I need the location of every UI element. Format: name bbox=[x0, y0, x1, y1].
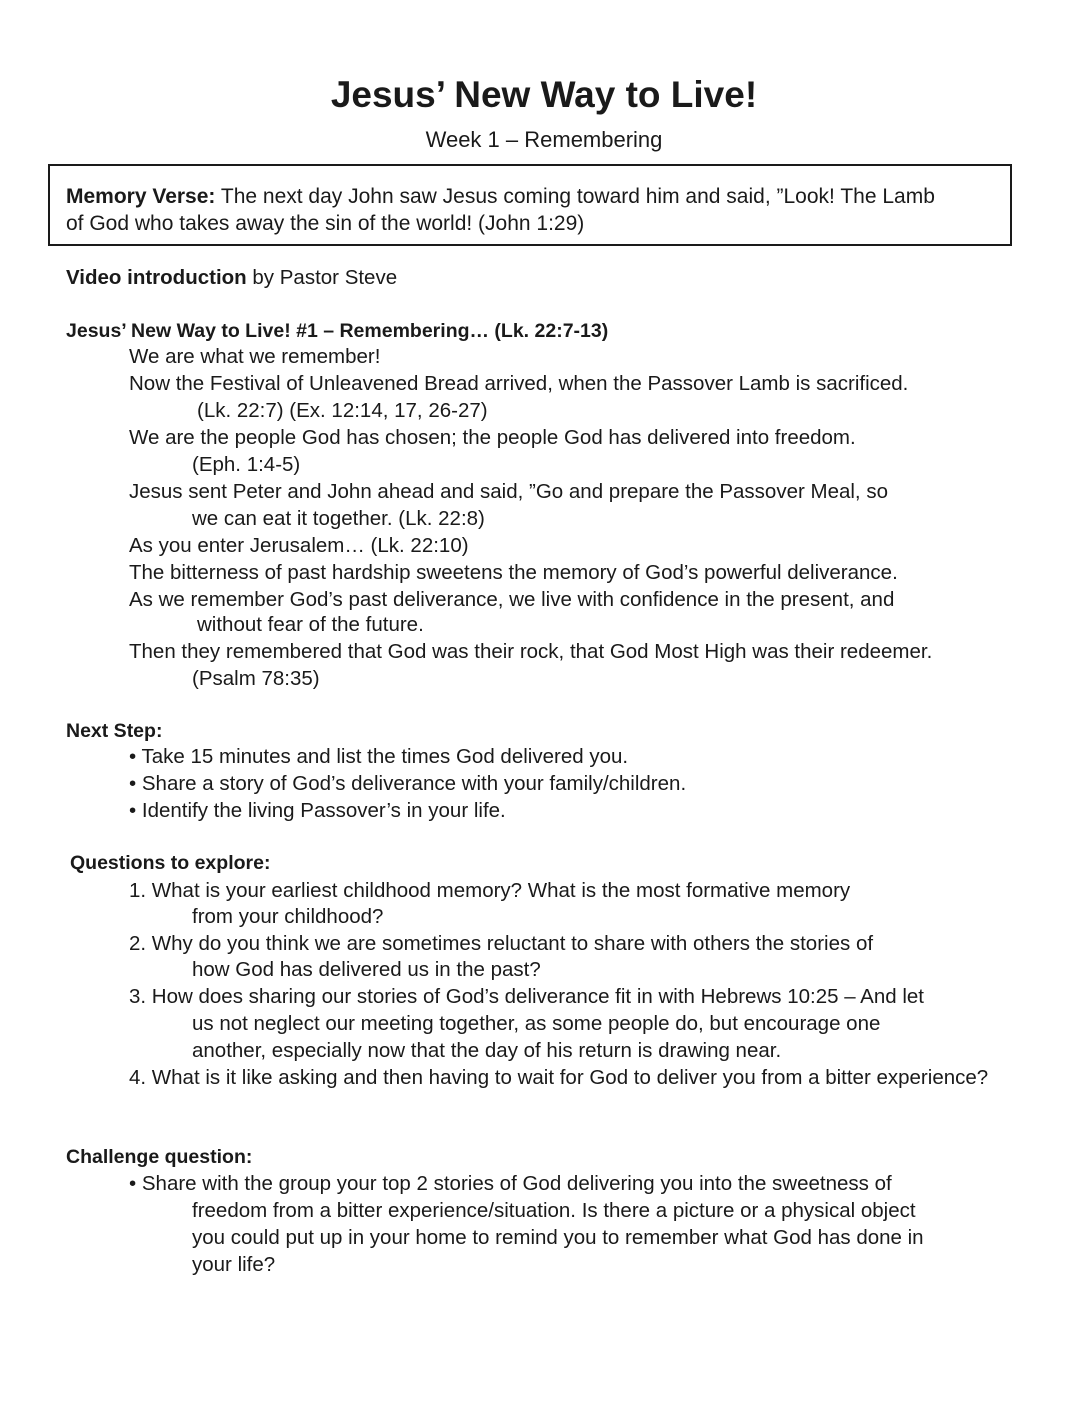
question-line: 4. What is it like asking and then having to wait for God to deliver you from a bitter experience? bbox=[129, 1066, 989, 1089]
next-step-item: • Identify the living Passover’s in your life. bbox=[129, 799, 506, 822]
sermon-line: As we remember God’s past deliverance, we live with confidence in the present, and bbox=[129, 588, 895, 611]
memory-verse-text-2: of God who takes away the sin of the world! (John 1:29) bbox=[66, 212, 585, 235]
sermon-line: (Lk. 22:7) (Ex. 12:14, 17, 26-27) bbox=[197, 399, 488, 422]
memory-verse-text-1: The next day John saw Jesus coming toward him and said, ”Look! The Lamb bbox=[215, 185, 935, 208]
challenge-heading: Challenge question: bbox=[66, 1146, 253, 1168]
sermon-line: Now the Festival of Unleavened Bread arrived, when the Passover Lamb is sacrificed. bbox=[129, 372, 909, 395]
page-subtitle: Week 1 – Remembering bbox=[425, 127, 663, 152]
sermon-line: The bitterness of past hardship sweetens the memory of God’s powerful deliverance. bbox=[129, 561, 898, 584]
sermon-line: Jesus sent Peter and John ahead and said, ”Go and prepare the Passover Meal, so bbox=[129, 480, 888, 503]
challenge-line: freedom from a bitter experience/situation. Is there a picture or a physical object bbox=[192, 1199, 916, 1222]
next-step-item: • Share a story of God’s deliverance with your family/children. bbox=[129, 772, 687, 795]
challenge-line: you could put up in your home to remind you to remember what God has done in bbox=[192, 1226, 924, 1249]
question-line: how God has delivered us in the past? bbox=[192, 958, 541, 981]
sermon-line: without fear of the future. bbox=[197, 613, 424, 636]
question-line: 3. How does sharing our stories of God’s deliverance fit in with Hebrews 10:25 – And let bbox=[129, 985, 924, 1008]
question-line: 2. Why do you think we are sometimes reluctant to share with others the stories of bbox=[129, 932, 874, 955]
sermon-line: (Psalm 78:35) bbox=[192, 667, 320, 690]
sermon-line: As you enter Jerusalem… (Lk. 22:10) bbox=[129, 534, 469, 557]
sermon-line: (Eph. 1:4-5) bbox=[192, 453, 301, 476]
question-line: us not neglect our meeting together, as some people do, but encourage one bbox=[192, 1012, 881, 1035]
memory-verse-label: Memory Verse: bbox=[66, 185, 216, 208]
memory-verse-line-1 bbox=[66, 183, 994, 210]
sermon-line: we can eat it together. (Lk. 22:8) bbox=[192, 507, 485, 530]
sermon-heading: Jesus’ New Way to Live! #1 – Remembering… (Lk. 22:7-13) bbox=[66, 320, 609, 342]
question-line: another, especially now that the day of his return is drawing near. bbox=[192, 1039, 782, 1062]
questions-heading: Questions to explore: bbox=[70, 852, 271, 874]
question-line: 1. What is your earliest childhood memory? What is the most formative memory bbox=[129, 879, 851, 902]
next-step-item: • Take 15 minutes and list the times God delivered you. bbox=[129, 745, 629, 768]
video-intro-text: by Pastor Steve bbox=[246, 266, 398, 289]
question-line: from your childhood? bbox=[192, 905, 384, 928]
video-intro-label: Video introduction bbox=[66, 266, 247, 289]
memory-verse-box bbox=[48, 164, 1012, 246]
sermon-line: We are what we remember! bbox=[129, 345, 381, 368]
sermon-line: We are the people God has chosen; the people God has delivered into freedom. bbox=[129, 426, 856, 449]
next-step-heading: Next Step: bbox=[66, 720, 163, 742]
page-title: Jesus’ New Way to Live! bbox=[330, 74, 758, 115]
challenge-line: • Share with the group your top 2 stories of God delivering you into the sweetness of bbox=[129, 1172, 892, 1195]
sermon-line: Then they remembered that God was their rock, that God Most High was their redeemer. bbox=[129, 640, 933, 663]
video-intro bbox=[66, 264, 397, 291]
challenge-line: your life? bbox=[192, 1253, 276, 1276]
